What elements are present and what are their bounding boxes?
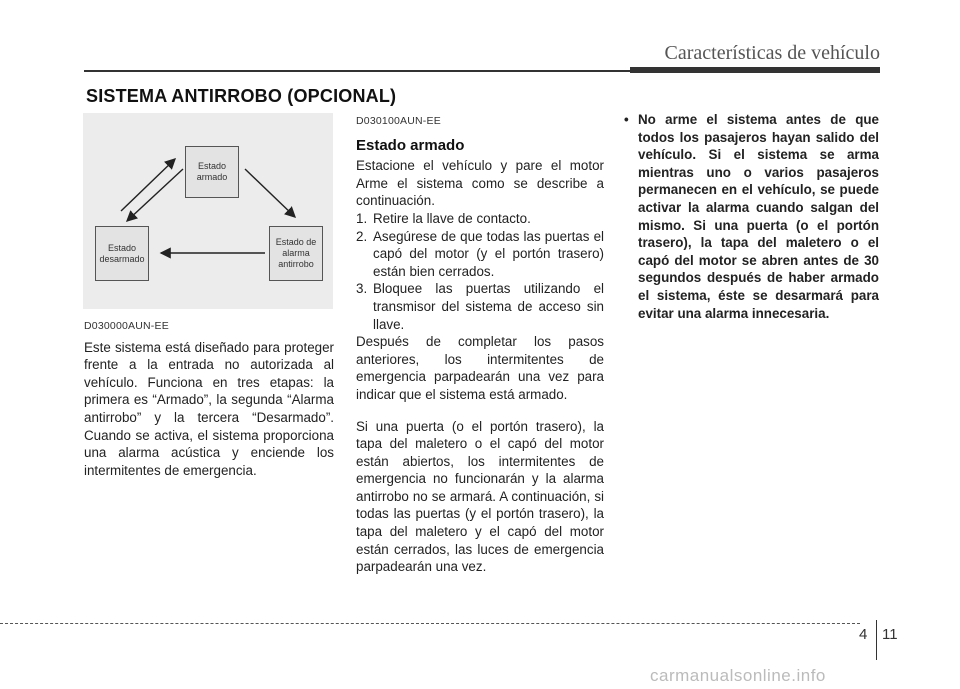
arrow-disarmed-to-armed bbox=[121, 159, 175, 211]
arrow-armed-to-disarmed bbox=[127, 169, 183, 221]
list-item: 3. Bloquee las puertas utilizando el transmisor del sistema de acceso sin llave. bbox=[356, 281, 604, 332]
footer-rule bbox=[0, 623, 860, 624]
bullet-icon: • bbox=[624, 112, 629, 127]
state-armed-box bbox=[185, 146, 239, 198]
armed-after: Después de completar los pasos anteriores, los intermitentes de emergencia parpadearán una vez para indicar que el sistema está armado. bbox=[356, 334, 604, 402]
intro-paragraph: Este sistema está diseñado para proteger frente a la entrada no autorizada al vehículo. Funciona en tres etapas: la primera es “Armado”, la segunda “Alarma antirrobo” y la tercera “Desarmado”. Cuando se activa, el sistema proporciona una alarma acústica y enciende los intermitentes de emergencia. bbox=[84, 339, 334, 478]
page-number: 11 bbox=[882, 626, 898, 643]
state-diagram bbox=[83, 113, 333, 309]
state-alarm-box bbox=[269, 226, 323, 281]
column-armed-state bbox=[356, 113, 604, 576]
column-warning bbox=[624, 111, 879, 322]
footer-divider bbox=[876, 620, 877, 660]
watermark: carmanualsonline.info bbox=[650, 666, 826, 685]
column-intro bbox=[84, 318, 334, 479]
state-armed-label: Estado armado bbox=[196, 161, 228, 182]
armed-intro: Estacione el vehículo y pare el motor Arme el sistema como se describe a continuación. bbox=[356, 158, 604, 209]
warning-text: No arme el sistema antes de que todos los pasajeros hayan salido del vehículo. Si el sistema se arma mientras uno o varios pasajeros permanecen en el vehículo, se puede activar la alarma cuando salgan del mismo. Si una puerta (o el portón trasero), la tapa del maletero o el capó del motor se abren antes de 30 segundos después de haber armado el sistema, éste se desarmará para evitar una alarma innecesaria. bbox=[638, 112, 879, 321]
state-disarmed-box bbox=[95, 226, 149, 281]
list-item: 1. Retire la llave de contacto. bbox=[356, 210, 531, 226]
state-alarm-label: Estado de alarma antirrobo bbox=[275, 237, 317, 269]
warning-item bbox=[624, 111, 879, 322]
header-rule-accent bbox=[630, 67, 880, 73]
arrow-armed-to-alarm bbox=[245, 169, 295, 217]
steps-list bbox=[356, 210, 604, 333]
subsection-heading: Estado armado bbox=[356, 136, 465, 154]
chapter-number: 4 bbox=[859, 626, 868, 643]
subsection-code: D030100AUN-EE bbox=[356, 115, 441, 127]
state-disarmed-label: Estado desarmado bbox=[99, 242, 145, 264]
list-item: 2. Asegúrese de que todas las puertas el capó del motor (y el portón trasero) están bien cerrados. bbox=[356, 228, 604, 279]
section-code: D030000AUN-EE bbox=[84, 320, 169, 332]
header-title: Características de vehículo bbox=[664, 42, 880, 64]
warning-list bbox=[624, 111, 879, 322]
armed-note: Si una puerta (o el portón trasero), la tapa del maletero o el capó del motor están abiertos, los intermitentes de emergencia no funcionarán y la alarma antirrobo no se armará. A continuación, si todas las puertas (y el portón trasero), la tapa del maletero y el capó del motor están cerrados, las luces de emergencia parpadearán una vez. bbox=[356, 418, 604, 575]
section-title: SISTEMA ANTIRROBO (OPCIONAL) bbox=[86, 86, 397, 106]
